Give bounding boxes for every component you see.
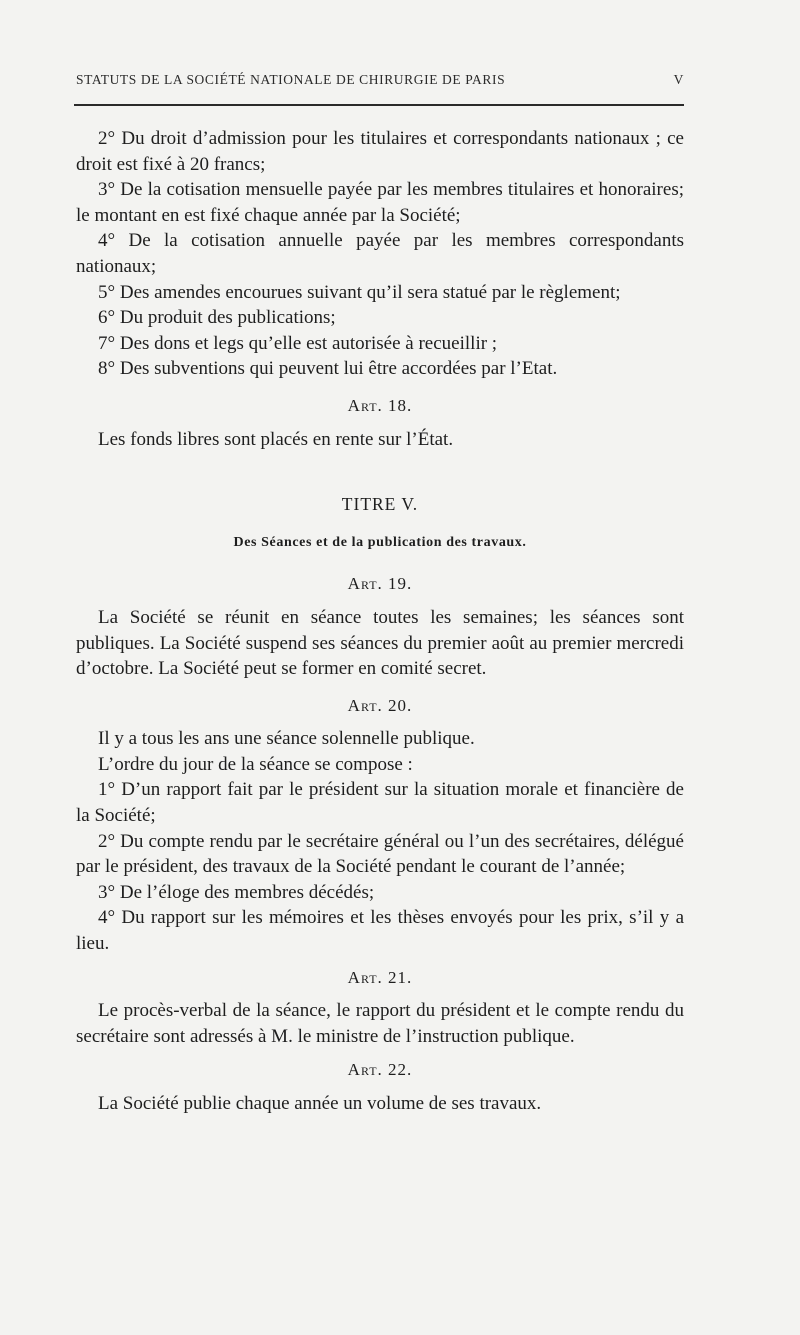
art22-text: La Société publie chaque année un volume de ses travaux. xyxy=(98,1093,542,1114)
art19-heading: Art. 19. xyxy=(347,574,413,594)
art17-item-6: 6° Du produit des publications; xyxy=(98,307,336,329)
art19-text: La Société se réunit en séance toutes les semaines; les séances sont publiques. La Société suspend ses séances du premier août au premier mercredi d’octobre. La Société peut se former en comité secret. xyxy=(76,606,684,680)
page-body xyxy=(76,126,684,1117)
art18-text: Les fonds libres sont placés en rente sur l’État. xyxy=(98,428,454,450)
art18-heading: Art. 18. xyxy=(347,395,413,415)
art17-item-2: 2° Du droit d’admission pour les titulaires et correspondants nationaux ; ce droit est fixé à 20 francs; xyxy=(76,128,684,175)
art17-item-3: 3° De la cotisation mensuelle payée par les membres titulaires et honoraires; le montant en est fixé chaque année par la Société; xyxy=(76,179,684,226)
art20-item-3: 3° De l’éloge des membres décédés; xyxy=(98,881,375,903)
titre-subtitle: Des Séances et de la publication des travaux. xyxy=(233,534,527,550)
art17-item-7: 7° Des dons et legs qu’elle est autorisée à recueillir ; xyxy=(98,332,498,354)
art20-p2: L’ordre du jour de la séance se compose : xyxy=(98,753,413,775)
art21-heading: Art. 21. xyxy=(347,967,413,987)
art20-item-4: 4° Du rapport sur les mémoires et les thèses envoyés pour les prix, s’il y a lieu. xyxy=(76,907,684,955)
header-rule xyxy=(74,104,684,106)
art20-item-2: 2° Du compte rendu par le secrétaire général ou l’un des secrétaires, délégué par le président, des travaux de la Société pendant le courant de l’année; xyxy=(76,830,684,878)
art20-p1: Il y a tous les ans une séance solennelle publique. xyxy=(98,728,475,750)
art20-item-1: 1° D’un rapport fait par le président sur la situation morale et financière de la Société; xyxy=(76,779,684,827)
art17-item-8: 8° Des subventions qui peuvent lui être accordées par l’Etat. xyxy=(98,358,558,380)
art17-item-4: 4° De la cotisation annuelle payée par les membres correspondants nationaux; xyxy=(76,230,684,277)
art22-heading: Art. 22. xyxy=(347,1060,413,1080)
running-title: STATUTS DE LA SOCIÉTÉ NATIONALE DE CHIRURGIE DE PARIS xyxy=(76,72,506,87)
art21-text: Le procès-verbal de la séance, le rapport du président et le compte rendu du secrétaire sont adressés à M. le ministre de l’instruction publique. xyxy=(76,1000,684,1047)
running-header xyxy=(76,72,684,88)
art17-item-5: 5° Des amendes encourues suivant qu’il sera statué par le règlement; xyxy=(98,281,621,303)
art20-heading: Art. 20. xyxy=(347,695,413,715)
page-number: V xyxy=(673,72,684,87)
titre-heading: TITRE V. xyxy=(341,494,419,515)
